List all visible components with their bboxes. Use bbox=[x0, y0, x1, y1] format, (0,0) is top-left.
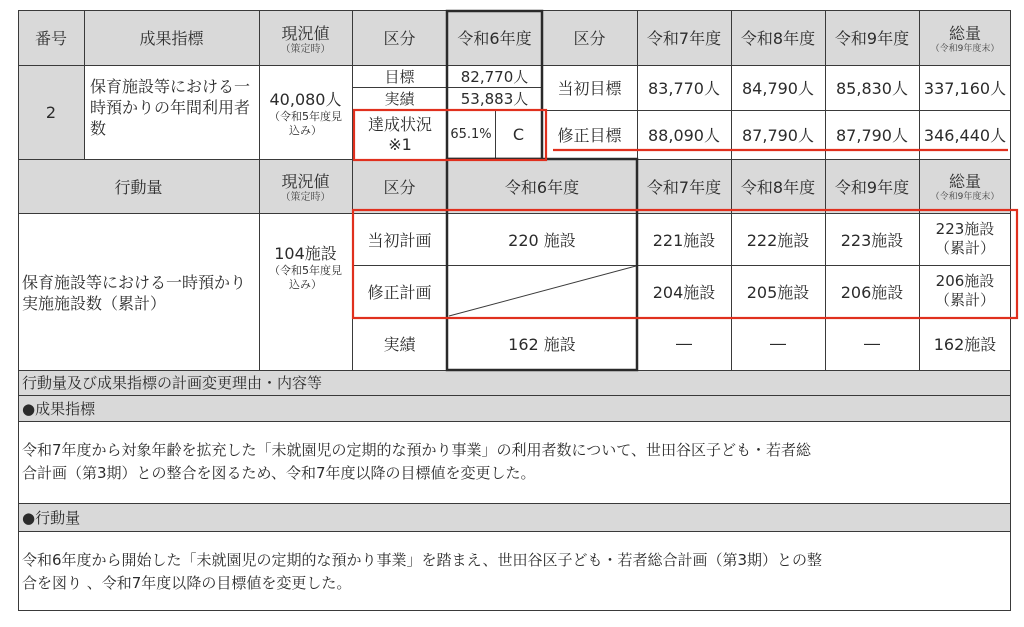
header-kubun-2: 区分 bbox=[573, 29, 606, 48]
diagonal-slash bbox=[449, 266, 636, 316]
achievement-rate: 65.1% bbox=[450, 127, 492, 142]
initial-plan-total-note: （累計） bbox=[934, 239, 995, 257]
current-value: 40,080人 bbox=[269, 89, 342, 109]
achievement-label: 達成状況※1 bbox=[367, 114, 432, 154]
revised-target-total: 346,440人 bbox=[923, 126, 1007, 145]
initial-plan-r6: 220 施設 bbox=[508, 230, 576, 250]
action-text-line-2: 合を図り 、令和7年度以降の目標値を変更した。 bbox=[22, 574, 352, 592]
target-value: 82,770人 bbox=[460, 67, 529, 86]
achievement-grade: C bbox=[512, 125, 525, 144]
revised-target-r9: 87,790人 bbox=[836, 126, 908, 145]
header-total-main: 総量 bbox=[948, 23, 981, 43]
initial-target-r9: 85,830人 bbox=[836, 79, 908, 98]
revised-target-r8: 87,790人 bbox=[742, 126, 814, 145]
achievement-highlight-box bbox=[354, 110, 546, 160]
initial-target-label: 当初目標 bbox=[557, 79, 622, 98]
action-current-note: （令和5年度見込み） bbox=[269, 264, 342, 291]
initial-plan-r8: 222施設 bbox=[746, 230, 810, 250]
actual-plan-total: 162施設 bbox=[933, 335, 997, 354]
header-current-2-main: 現況値 bbox=[281, 172, 330, 191]
target-label: 目標 bbox=[384, 67, 415, 86]
r6-emphasis-borders bbox=[447, 11, 637, 370]
header-r9: 令和9年度 bbox=[834, 29, 910, 48]
header-indicator: 成果指標 bbox=[139, 29, 204, 48]
header-total-2-sub: （令和9年度末） bbox=[930, 192, 1000, 202]
grid-lines bbox=[18, 10, 1011, 611]
outcome-text-line-1: 令和7年度から対象年齢を拡充した「未就園児の定期的な預かり事業」の利用者数について、世田谷区子ども・若者総 bbox=[22, 441, 811, 459]
action-current-value: 104施設 bbox=[274, 244, 337, 263]
revised-plan-r9: 206施設 bbox=[840, 282, 904, 302]
revised-plan-r7: 204施設 bbox=[652, 282, 716, 302]
header-kubun: 区分 bbox=[383, 29, 416, 48]
action-name: 保育施設等における一時預かり実施施設数（累計） bbox=[22, 273, 247, 313]
revised-target-r7: 88,090人 bbox=[648, 126, 720, 145]
actual-value: 53,883人 bbox=[460, 90, 529, 108]
header-kubun-3: 区分 bbox=[383, 177, 416, 197]
header-current-main: 現況値 bbox=[281, 23, 330, 43]
initial-plan-r9: 223施設 bbox=[840, 230, 904, 250]
outer-frame bbox=[19, 11, 1011, 611]
revised-plan-r8: 205施設 bbox=[746, 282, 810, 302]
action-text-line-1: 令和6年度から開始した「未就園児の定期的な預かり事業」を踏まえ、世田谷区子ども・若者総合計画（第3期）との整 bbox=[22, 551, 822, 569]
header-current-sub: （策定時） bbox=[280, 43, 331, 55]
outcome-text-line-2: 合計画（第3期）との整合を図るため、令和7年度以降の目標値を変更した。 bbox=[22, 464, 536, 482]
indicator-name: 保育施設等における一時預かりの年間利用者数 bbox=[90, 77, 251, 138]
header-r6: 令和6年度 bbox=[457, 29, 532, 48]
initial-target-r7: 83,770人 bbox=[648, 79, 720, 98]
initial-plan-label: 当初計画 bbox=[367, 230, 432, 250]
initial-plan-total-value: 223施設 bbox=[935, 220, 995, 238]
header-total-sub: （令和9年度末） bbox=[930, 43, 1000, 54]
actual-label: 実績 bbox=[384, 90, 415, 108]
revised-target-label: 修正目標 bbox=[557, 126, 622, 145]
header-total-2-main: 総量 bbox=[948, 172, 981, 191]
header-r6-2: 令和6年度 bbox=[504, 177, 580, 197]
actual-plan-r8: ― bbox=[770, 334, 786, 353]
revised-plan-label: 修正計画 bbox=[367, 282, 432, 302]
header-r7-2: 令和7年度 bbox=[646, 177, 722, 197]
actual-plan-r7: ― bbox=[676, 334, 692, 353]
header-action: 行動量 bbox=[114, 177, 163, 197]
initial-plan-r7: 221施設 bbox=[652, 230, 716, 250]
header-r8: 令和8年度 bbox=[740, 29, 816, 48]
header-r7: 令和7年度 bbox=[646, 29, 722, 48]
revised-plan-total-value: 206施設 bbox=[935, 272, 995, 290]
header-r8-2: 令和8年度 bbox=[740, 177, 816, 197]
plan-highlight-box bbox=[353, 210, 1017, 318]
revised-plan-total-note: （累計） bbox=[934, 291, 995, 309]
row-number: 2 bbox=[45, 102, 57, 122]
outcome-heading: ●成果指標 bbox=[22, 400, 96, 418]
actual-plan-r9: ― bbox=[864, 334, 880, 353]
header-number: 番号 bbox=[34, 29, 67, 48]
actual-plan-label: 実績 bbox=[383, 335, 416, 354]
header-r9-2: 令和9年度 bbox=[834, 177, 910, 197]
current-note: （令和5年度見込み） bbox=[269, 109, 342, 137]
header-current-2-sub: （策定時） bbox=[280, 192, 331, 203]
notes-title: 行動量及び成果指標の計画変更理由・内容等 bbox=[22, 374, 323, 392]
initial-target-r8: 84,790人 bbox=[742, 79, 814, 98]
initial-target-total: 337,160人 bbox=[923, 79, 1007, 98]
actual-plan-r6: 162 施設 bbox=[508, 335, 576, 354]
action-heading: ●行動量 bbox=[22, 509, 81, 527]
